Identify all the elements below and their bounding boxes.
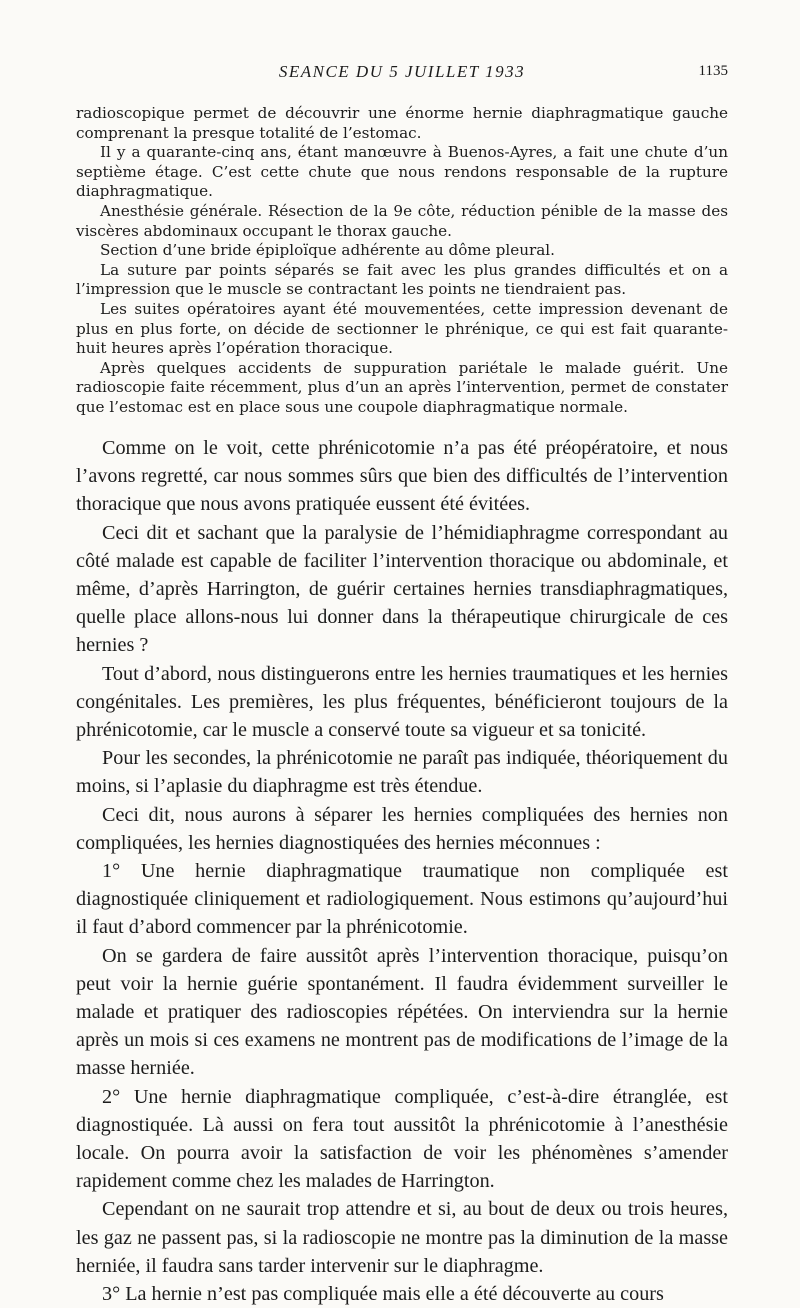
main-text-block — [76, 434, 728, 1308]
case-paragraph: Il y a quarante-cinq ans, étant manœuvre à Buenos-Ayres, a fait une chute d’un septième étage. C’est cette chute que nous rendons responsable de la rupture diaphragmatique. — [76, 143, 728, 201]
body-paragraph: Comme on le voit, cette phrénicotomie n’a pas été préopératoire, et nous l’avons regretté, car nous sommes sûrs que bien des difficultés de l’intervention thoracique que nous avons pratiquée eussent été évitées. — [76, 437, 728, 516]
case-report-block — [76, 104, 728, 418]
running-title: SEANCE DU 5 JUILLET 1933 — [278, 62, 526, 81]
body-paragraph: Ceci dit et sachant que la paralysie de l’hémidiaphragme correspondant au côté malade est capable de faciliter l’intervention thoracique ou abdominale, et même, d’après Harrington, de guérir certaines hernies transdiaphragmatiques, quelle place allons-nous lui donner dans la thérapeutique chirurgicale de ces hernies ? — [76, 521, 728, 657]
case-paragraph: Section d’une bride épiploïque adhérente au dôme pleural. — [100, 241, 555, 260]
body-paragraph: 2° Une hernie diaphragmatique compliquée, c’est-à-dire étranglée, est diagnostiquée. Là aussi on fera tout aussitôt la phrénicotomie à l’anesthésie locale. On pourra avoir la satisfaction de voir les phénomènes s’amender rapidement comme chez les malades de Harrington. — [76, 1085, 728, 1193]
body-paragraph: Tout d’abord, nous distinguerons entre les hernies traumatiques et les hernies congénitales. Les premières, les plus fréquentes, bénéficieront toujours de la phrénicotomie, car le muscle a conservé toute sa vigueur et sa tonicité. — [76, 662, 728, 742]
body-paragraph: Ceci dit, nous aurons à séparer les hernies compliquées des hernies non compliquées, les hernies diagnostiquées des hernies méconnues : — [76, 803, 728, 854]
body-paragraph: Pour les secondes, la phrénicotomie ne paraît pas indiquée, théoriquement du moins, si l’aplasie du diaphragme est très étendue. — [76, 747, 728, 798]
body-paragraph: 1° Une hernie diaphragmatique traumatique non compliquée est diagnostiquée cliniquement et radiologiquement. Nous estimons qu’aujourd’hui il faut d’abord commencer par la phrénicotomie. — [76, 860, 728, 939]
case-paragraph: Les suites opératoires ayant été mouvementées, cette impression devenant de plus en plus forte, on décide de sectionner le phrénique, ce qui est fait quarante-huit heures après l’opération thoracique. — [76, 299, 728, 358]
case-paragraph: Après quelques accidents de suppuration pariétale le malade guérit. Une radioscopie faite récemment, plus d’un an après l’intervention, permet de constater que l’estomac est en place sous une coupole diaphragmatique normale. — [76, 358, 728, 416]
body-paragraph: On se gardera de faire aussitôt après l’intervention thoracique, puisqu’on peut voir la hernie guérie spontanément. Il faudra évidemment surveiller le malade et pratiquer des radioscopies répétées. On interviendra sur la hernie après un mois si ces examens ne montrent pas de modifications de l’image de la masse herniée. — [76, 944, 728, 1080]
page-header — [76, 62, 728, 86]
case-paragraph: radioscopique permet de découvrir une énorme hernie diaphragmatique gauche comprenant la presque totalité de l’estomac. — [76, 104, 728, 142]
body-paragraph: Cependant on ne saurait trop attendre et si, au bout de deux ou trois heures, les gaz ne passent pas, si la radioscopie ne montre pas la diminution de la masse herniée, il faudra sans tarder intervenir sur le diaphragme. — [76, 1198, 728, 1277]
page-number: 1135 — [698, 63, 728, 79]
case-paragraph: Anesthésie générale. Résection de la 9e côte, réduction pénible de la masse des viscères abdominaux occupant le thorax gauche. — [76, 201, 728, 240]
case-paragraph: La suture par points séparés se fait avec les plus grandes difficultés et on a l’impression que le muscle se contractant les points ne tiendraient pas. — [76, 260, 728, 299]
body-paragraph: 3° La hernie n’est pas compliquée mais elle a été découverte au cours — [102, 1283, 664, 1306]
